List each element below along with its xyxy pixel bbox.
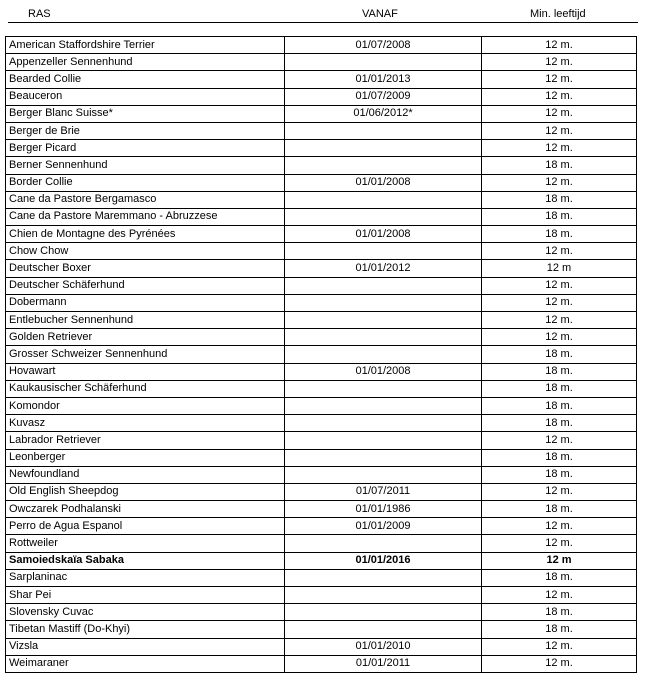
min-age-cell: 12 m.: [482, 655, 637, 672]
table-row: [6, 466, 637, 483]
min-age-cell: 18 m.: [482, 380, 637, 397]
table-row: [6, 88, 637, 105]
breed-cell: Tibetan Mastiff (Do-Khyi): [6, 621, 285, 638]
min-age-cell: 18 m.: [482, 363, 637, 380]
table-row: [6, 54, 637, 71]
min-age-cell: 12 m.: [482, 312, 637, 329]
breed-cell: Shar Pei: [6, 587, 285, 604]
breed-cell: Vizsla: [6, 638, 285, 655]
table-row: [6, 329, 637, 346]
table-row: [6, 294, 637, 311]
breed-cell: Berner Sennenhund: [6, 157, 285, 174]
min-age-cell: 12 m.: [482, 587, 637, 604]
column-header-vanaf: VANAF: [362, 8, 398, 20]
min-age-cell: 12 m.: [482, 37, 637, 54]
min-age-cell: 12 m.: [482, 54, 637, 71]
min-age-cell: 12 m.: [482, 483, 637, 500]
min-age-cell: 12 m.: [482, 105, 637, 122]
date-cell: 01/01/1986: [285, 501, 482, 518]
date-cell: 01/01/2016: [285, 552, 482, 569]
min-age-cell: 12 m.: [482, 294, 637, 311]
date-cell: 01/01/2010: [285, 638, 482, 655]
breed-cell: Appenzeller Sennenhund: [6, 54, 285, 71]
breed-cell: Chien de Montagne des Pyrénées: [6, 226, 285, 243]
breed-cell: Perro de Agua Espanol: [6, 518, 285, 535]
breed-cell: Bearded Collie: [6, 71, 285, 88]
date-cell: 01/07/2009: [285, 88, 482, 105]
table-row: [6, 397, 637, 414]
breed-cell: Border Collie: [6, 174, 285, 191]
date-cell: 01/01/2008: [285, 174, 482, 191]
breed-cell: Samoiedskaïa Sabaka: [6, 552, 285, 569]
date-cell: [285, 587, 482, 604]
breed-cell: Old English Sheepdog: [6, 483, 285, 500]
table-row: [6, 174, 637, 191]
breed-cell: Owczarek Podhalanski: [6, 501, 285, 518]
date-cell: [285, 294, 482, 311]
column-header-min-leeftijd: Min. leeftijd: [530, 8, 586, 20]
table-row: [6, 122, 637, 139]
min-age-cell: 18 m.: [482, 415, 637, 432]
date-cell: 01/01/2008: [285, 363, 482, 380]
breed-cell: Weimaraner: [6, 655, 285, 672]
min-age-cell: 18 m.: [482, 157, 637, 174]
min-age-cell: 18 m.: [482, 208, 637, 225]
date-cell: [285, 208, 482, 225]
table-header: [8, 6, 638, 23]
min-age-cell: 18 m.: [482, 501, 637, 518]
date-cell: 01/07/2008: [285, 37, 482, 54]
breed-cell: Hovawart: [6, 363, 285, 380]
date-cell: 01/01/2012: [285, 260, 482, 277]
min-age-cell: 18 m.: [482, 604, 637, 621]
date-cell: [285, 397, 482, 414]
table-row: [6, 208, 637, 225]
table-row: [6, 191, 637, 208]
date-cell: [285, 329, 482, 346]
table-row: [6, 518, 637, 535]
table-row: [6, 535, 637, 552]
table-row: [6, 346, 637, 363]
date-cell: [285, 415, 482, 432]
breed-cell: Deutscher Schäferhund: [6, 277, 285, 294]
min-age-cell: 18 m.: [482, 449, 637, 466]
date-cell: [285, 449, 482, 466]
breed-cell: Kaukausischer Schäferhund: [6, 380, 285, 397]
breed-cell: Berger de Brie: [6, 122, 285, 139]
date-cell: [285, 243, 482, 260]
min-age-cell: 18 m.: [482, 569, 637, 586]
table-row: [6, 105, 637, 122]
table-row: [6, 37, 637, 54]
table-row: [6, 260, 637, 277]
min-age-cell: 12 m.: [482, 432, 637, 449]
date-cell: [285, 54, 482, 71]
column-header-ras: RAS: [28, 8, 51, 20]
date-cell: [285, 122, 482, 139]
min-age-cell: 12 m.: [482, 140, 637, 157]
date-cell: 01/01/2011: [285, 655, 482, 672]
table-row: [6, 655, 637, 672]
table-row: [6, 587, 637, 604]
min-age-cell: 18 m.: [482, 466, 637, 483]
min-age-cell: 12 m.: [482, 638, 637, 655]
breed-cell: Sarplaninac: [6, 569, 285, 586]
breed-cell: Newfoundland: [6, 466, 285, 483]
min-age-cell: 18 m.: [482, 621, 637, 638]
date-cell: 01/07/2011: [285, 483, 482, 500]
table-row: [6, 71, 637, 88]
min-age-cell: 12 m.: [482, 329, 637, 346]
breed-cell: Kuvasz: [6, 415, 285, 432]
min-age-cell: 12 m: [482, 552, 637, 569]
breed-cell: Cane da Pastore Maremmano - Abruzzese: [6, 208, 285, 225]
breed-cell: Cane da Pastore Bergamasco: [6, 191, 285, 208]
breed-cell: American Staffordshire Terrier: [6, 37, 285, 54]
table-row: [6, 604, 637, 621]
date-cell: [285, 621, 482, 638]
date-cell: [285, 604, 482, 621]
min-age-cell: 12 m.: [482, 535, 637, 552]
table-row: [6, 277, 637, 294]
min-age-cell: 12 m.: [482, 122, 637, 139]
breed-cell: Entlebucher Sennenhund: [6, 312, 285, 329]
date-cell: [285, 157, 482, 174]
date-cell: [285, 569, 482, 586]
date-cell: [285, 432, 482, 449]
table-row: [6, 449, 637, 466]
breed-cell: Grosser Schweizer Sennenhund: [6, 346, 285, 363]
breed-cell: Labrador Retriever: [6, 432, 285, 449]
table-row: [6, 157, 637, 174]
table-row: [6, 243, 637, 260]
date-cell: [285, 312, 482, 329]
breed-table: [5, 36, 637, 673]
min-age-cell: 12 m.: [482, 71, 637, 88]
table-row: [6, 380, 637, 397]
min-age-cell: 12 m.: [482, 88, 637, 105]
breed-cell: Berger Blanc Suisse*: [6, 105, 285, 122]
table-row: [6, 483, 637, 500]
date-cell: [285, 380, 482, 397]
table-row: [6, 140, 637, 157]
min-age-cell: 18 m.: [482, 191, 637, 208]
date-cell: [285, 535, 482, 552]
table-row: [6, 569, 637, 586]
date-cell: 01/01/2008: [285, 226, 482, 243]
table-row: [6, 638, 637, 655]
breed-cell: Dobermann: [6, 294, 285, 311]
date-cell: [285, 277, 482, 294]
min-age-cell: 12 m.: [482, 174, 637, 191]
breed-cell: Deutscher Boxer: [6, 260, 285, 277]
table-row: [6, 363, 637, 380]
breed-cell: Chow Chow: [6, 243, 285, 260]
date-cell: [285, 140, 482, 157]
date-cell: 01/06/2012*: [285, 105, 482, 122]
min-age-cell: 18 m.: [482, 346, 637, 363]
min-age-cell: 18 m.: [482, 226, 637, 243]
min-age-cell: 12 m.: [482, 518, 637, 535]
table-row: [6, 621, 637, 638]
table-row: [6, 501, 637, 518]
min-age-cell: 12 m.: [482, 243, 637, 260]
table-row: [6, 312, 637, 329]
date-cell: 01/01/2013: [285, 71, 482, 88]
date-cell: [285, 191, 482, 208]
min-age-cell: 12 m.: [482, 277, 637, 294]
breed-cell: Leonberger: [6, 449, 285, 466]
min-age-cell: 12 m: [482, 260, 637, 277]
table-row: [6, 226, 637, 243]
table-row: [6, 415, 637, 432]
min-age-cell: 18 m.: [482, 397, 637, 414]
table-row: [6, 432, 637, 449]
breed-cell: Golden Retriever: [6, 329, 285, 346]
table-row: [6, 552, 637, 569]
breed-cell: Berger Picard: [6, 140, 285, 157]
breed-cell: Komondor: [6, 397, 285, 414]
date-cell: 01/01/2009: [285, 518, 482, 535]
breed-cell: Beauceron: [6, 88, 285, 105]
breed-cell: Slovensky Cuvac: [6, 604, 285, 621]
breed-cell: Rottweiler: [6, 535, 285, 552]
date-cell: [285, 466, 482, 483]
date-cell: [285, 346, 482, 363]
